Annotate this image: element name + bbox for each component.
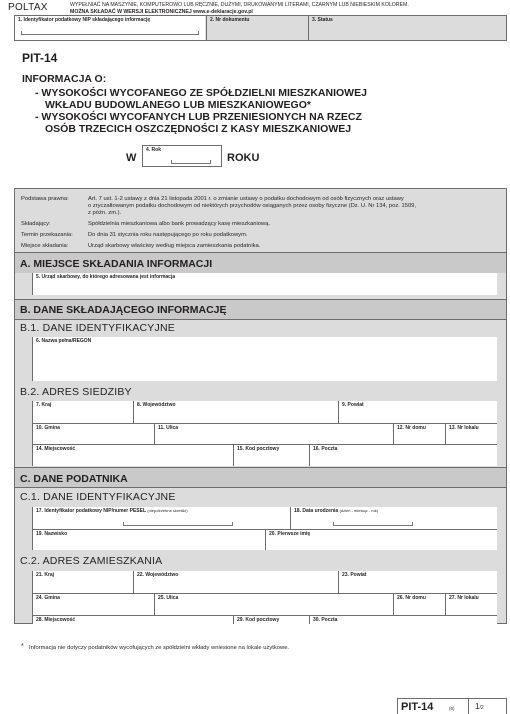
residence-apartment-number-field[interactable]	[445, 593, 497, 615]
residence-post-office-field[interactable]	[309, 615, 497, 624]
section-b2-title: B.2. ADRES SIEDZIBY	[20, 386, 132, 398]
year-field[interactable]	[142, 145, 222, 167]
status-field[interactable]	[308, 16, 356, 40]
year-prefix: W	[126, 152, 137, 164]
footer-page-number: 1	[475, 702, 480, 711]
surname-label: 19. Nazwisko	[36, 531, 68, 537]
basis-text-2: o zryczałtowanym podatku dochodowym od niektórych przychodów osiąganych przez osoby fizyczne (Dz. U. Nr 134, poz. 1509,	[88, 203, 417, 209]
birth-date-label: 18. Data urodzenia	[294, 508, 339, 514]
nip-filer-field[interactable]	[15, 16, 205, 40]
footer-divider	[468, 698, 469, 714]
instruction-line-1: WYPEŁNIAĆ NA MASZYNIE, KOMPUTEROWO LUB RĘCZNIE, DUŻYMI, DRUKOWANYMI LITERAMI, CZARNYM LUB NIEBIESKIM KOLOREM.	[70, 2, 409, 8]
country-label: 7. Kraj	[36, 402, 52, 408]
commune-label: 10. Gmina	[36, 425, 60, 431]
tax-office-label: 5. Urząd skarbowy, do którego adresowana jest informacja	[36, 274, 176, 280]
section-c-header-line	[15, 487, 506, 488]
residence-street-label: 25. Ulica	[158, 595, 179, 601]
deadline-text: Do dnia 31 stycznia roku następującego po roku podatkowym.	[88, 232, 248, 238]
post-office-field[interactable]	[309, 444, 497, 466]
residence-post-office-label: 30. Poczta	[313, 617, 338, 623]
footer-form-code: PIT-14	[401, 701, 434, 713]
street-field[interactable]	[154, 423, 393, 444]
tax-office-field[interactable]	[32, 273, 497, 295]
residence-city-field[interactable]	[32, 615, 233, 624]
nip-filer-label: 1. Identyfikator podatkowy NIP składającego informację	[18, 17, 151, 23]
birth-date-tick-guide	[333, 522, 413, 526]
section-b1-title: B.1. DANE IDENTYFIKACYJNE	[20, 322, 175, 334]
first-name-field[interactable]	[265, 529, 497, 550]
footnote-text: Informacja nie dotyczy podatników wycofujących ze spółdzielni wkłady wniesione na lokale użytkowe.	[29, 645, 290, 651]
residence-commune-field[interactable]	[32, 593, 154, 615]
year-tick-guide	[171, 160, 211, 164]
voivodeship-label: 8. Województwo	[137, 402, 176, 408]
footer-page-total: /2	[479, 705, 484, 711]
full-name-regon-label: 6. Nazwa pełna/REGON	[36, 338, 92, 344]
country-field[interactable]	[32, 401, 133, 423]
postal-code-label: 15. Kod pocztowy	[237, 446, 280, 452]
status-label: 3. Status	[312, 17, 333, 23]
apartment-number-field[interactable]	[445, 423, 497, 444]
footnote-mark: *	[21, 643, 24, 650]
year-suffix: ROKU	[227, 152, 260, 164]
section-b-header-line	[15, 319, 506, 320]
basis-text-1: Art. 7 ust. 1-2 ustawy z dnia 21 listopada 2001 r. o zmianie ustawy o podatku dochodowym od osób fizycznych oraz ustawy	[88, 196, 404, 202]
section-a-title: A. MIEJSCE SKŁADANIA INFORMACJI	[20, 258, 213, 270]
post-office-label: 16. Poczta	[313, 446, 338, 452]
deadline-label: Termin przekazania:	[21, 232, 73, 238]
residence-voivodeship-label: 22. Województwo	[137, 572, 179, 578]
birth-date-hint: (dzień - miesiąc - rok)	[339, 508, 379, 513]
residence-voivodeship-field[interactable]	[133, 571, 338, 593]
first-name-label: 20. Pierwsze imię	[269, 531, 311, 537]
residence-country-field[interactable]	[32, 571, 133, 593]
form-code: PIT-14	[22, 51, 58, 65]
section-b-title: B. DANE SKŁADAJĄCEGO INFORMACJĘ	[20, 304, 227, 316]
brand-logo: POLTAX	[8, 2, 48, 13]
nip-tick-guide	[21, 31, 199, 35]
place-label: Miejsce składania:	[21, 243, 69, 249]
title-line-2: WKŁADU BUDOWLANEGO LUB MIESZKANIOWEGO*	[45, 99, 311, 111]
title-line-4: OSÓB TRZECICH OSZCZĘDNOŚCI Z KASY MIESZKANIOWEJ	[45, 123, 352, 135]
city-field[interactable]	[32, 444, 233, 466]
street-label: 11. Ulica	[158, 425, 179, 431]
title-intro: INFORMACJA O:	[22, 73, 107, 85]
residence-apartment-number-label: 27. Nr lokalu	[449, 595, 479, 601]
taxpayer-id-hint: (niepotrzebne skreślić)	[147, 508, 188, 513]
house-number-field[interactable]	[393, 423, 445, 444]
document-number-field[interactable]	[206, 16, 306, 40]
title-line-3: - WYSOKOŚCI WYCOFANYCH LUB PRZENIESIONYCH NA RZECZ	[35, 111, 362, 123]
document-number-label: 2. Nr dokumentu	[210, 17, 250, 23]
full-name-regon-field[interactable]	[32, 337, 497, 381]
house-number-label: 12. Nr domu	[397, 425, 426, 431]
county-label: 9. Powiat	[342, 402, 364, 408]
place-text: Urząd skarbowy właściwy według miejsca zamieszkania podatnika.	[88, 243, 261, 249]
surname-field[interactable]	[32, 529, 265, 550]
taxpayer-id-field[interactable]	[32, 507, 290, 529]
residence-house-number-field[interactable]	[393, 593, 445, 615]
residence-street-field[interactable]	[154, 593, 393, 615]
title-line-1: - WYSOKOŚCI WYCOFANEGO ZE SPÓŁDZIELNI MIESZKANIOWEJ	[35, 87, 367, 99]
basis-label: Podstawa prawna:	[21, 196, 69, 202]
taxpayer-id-label: 17. Identyfikator podatkowy NIP/numer PESEL	[36, 508, 146, 514]
residence-postal-code-label: 29. Kod pocztowy	[237, 617, 280, 623]
voivodeship-field[interactable]	[133, 401, 338, 423]
instruction-line-2: MOŻNA SKŁADAĆ W WERSJI ELEKTRONICZNEJ www.e-deklaracje.gov.pl	[70, 9, 253, 15]
footer-version: (6)	[449, 706, 455, 711]
year-label: 4. Rok	[146, 147, 162, 153]
residence-country-label: 21. Kraj	[36, 572, 55, 578]
residence-house-number-label: 26. Nr domu	[397, 595, 426, 601]
filer-label: Składający:	[21, 221, 51, 227]
city-label: 14. Miejscowość	[36, 446, 76, 452]
basis-text-3: z późn. zm.).	[88, 210, 122, 216]
postal-code-field[interactable]	[233, 444, 309, 466]
birth-date-field[interactable]	[290, 507, 497, 529]
apartment-number-label: 13. Nr lokalu	[449, 425, 479, 431]
residence-city-label: 28. Miejscowość	[36, 617, 76, 623]
taxpayer-id-tick-guide	[123, 522, 233, 526]
section-c-title: C. DANE PODATNIKA	[20, 473, 128, 485]
filer-text: Spółdzielnia mieszkaniowa albo bank prowadzący kasę mieszkaniową.	[88, 221, 271, 227]
residence-county-field[interactable]	[338, 571, 497, 593]
county-field[interactable]	[338, 401, 497, 423]
commune-field[interactable]	[32, 423, 154, 444]
residence-county-label: 23. Powiat	[342, 572, 367, 578]
section-c1-title: C.1. DANE IDENTYFIKACYJNE	[20, 491, 176, 503]
residence-commune-label: 24. Gmina	[36, 595, 60, 601]
section-c2-title: C.2. ADRES ZAMIESZKANIA	[20, 555, 163, 567]
residence-postal-code-field[interactable]	[233, 615, 309, 624]
